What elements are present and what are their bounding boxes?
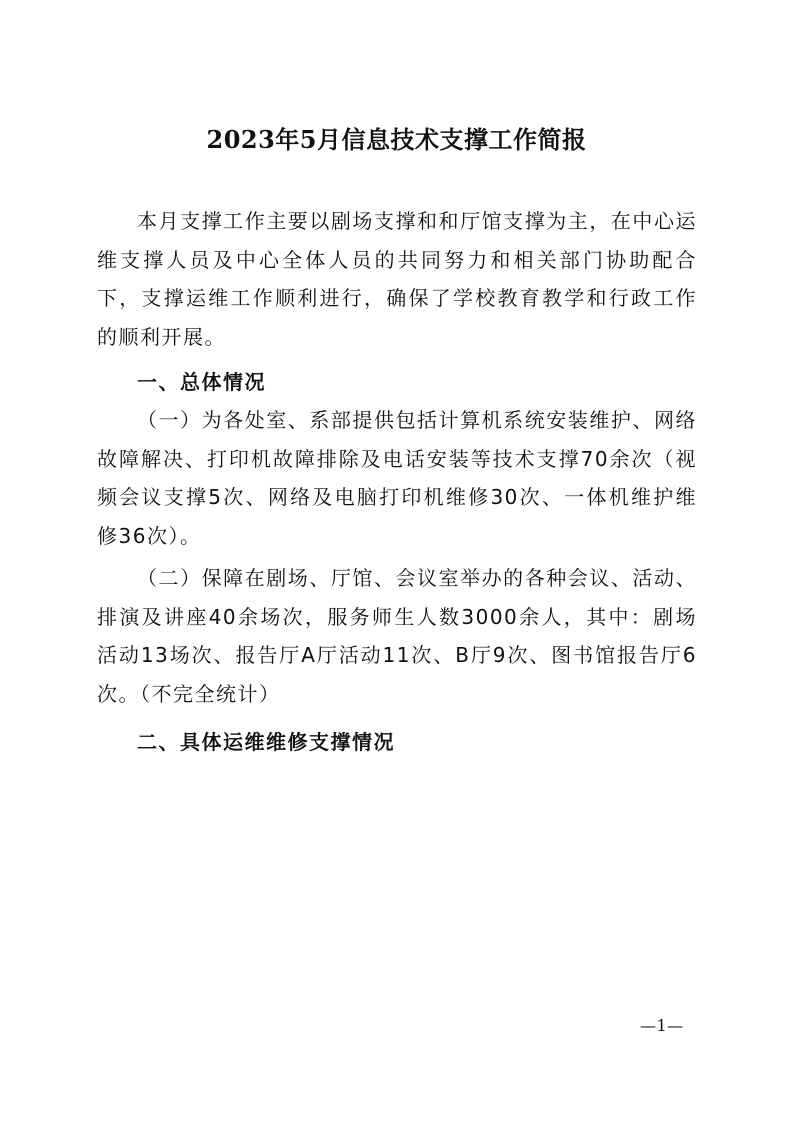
document-title: 2023年5月信息技术支撑工作简报 <box>206 125 587 154</box>
overview-item-1-paragraph: （一）为各处室、系部提供包括计算机系统安装维护、网络故障解决、打印机故障排除及电话安装等技术支撑70余次（视频会议支撑5次、网络及电脑打印机维修30次、一体机维护维修36次）。 <box>97 408 697 548</box>
overview-item-2-paragraph: （二）保障在剧场、厅馆、会议室举办的各种会议、活动、排演及讲座40余场次，服务师生人数3000余人，其中：剧场活动13场次、报告厅A厅活动11次、B厅9次、图书馆报告厅6次。（不完全统计） <box>97 566 697 706</box>
section-heading-overview: 一、总体情况 <box>137 370 266 394</box>
intro-paragraph: 本月支撑工作主要以剧场支撑和和厅馆支撑为主，在中心运维支撑人员及中心全体人员的共同努力和相关部门协助配合下，支撑运维工作顺利进行，确保了学校教育教学和行政工作的顺利开展。 <box>97 209 697 349</box>
section-heading-maintenance: 二、具体运维维修支撑情况 <box>137 730 395 754</box>
page-number: —1— <box>640 1016 684 1035</box>
